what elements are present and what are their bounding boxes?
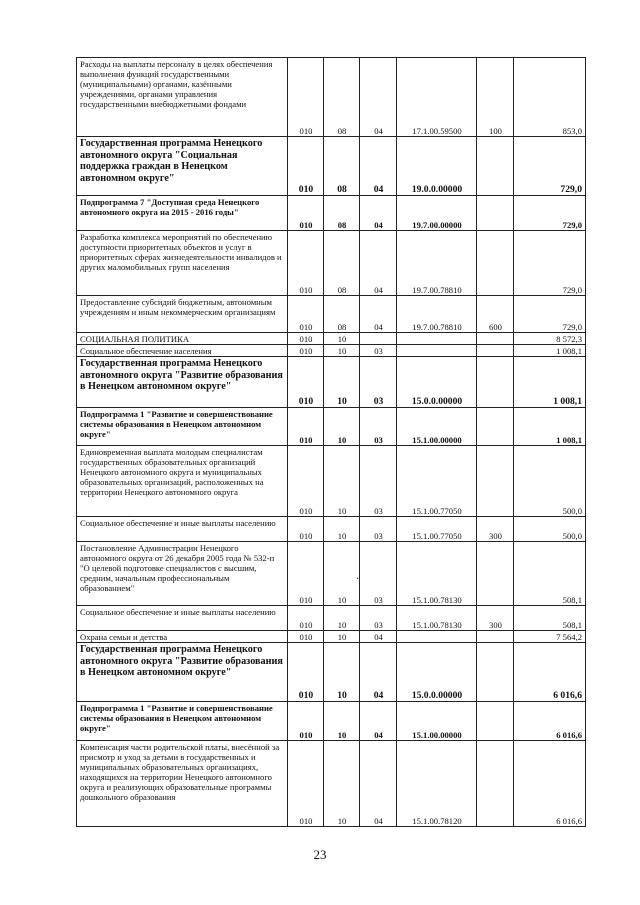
row-ved: 010 — [288, 137, 324, 196]
row-csr — [397, 333, 477, 345]
row-rz: 08 — [324, 196, 360, 231]
row-sum: 500,0 — [514, 446, 586, 517]
row-name: Социальное обеспечение и иные выплаты населению — [77, 606, 288, 631]
row-rz: 08 — [324, 58, 360, 137]
row-vr — [477, 542, 514, 606]
row-pr: 04 — [360, 137, 397, 196]
row-rz: 10 — [324, 345, 360, 357]
row-csr: 15.0.0.00000 — [397, 357, 477, 408]
row-sum: 6 016,6 — [514, 741, 586, 827]
row-name: Постановление Администрации Ненецкого автономного округа от 26 декабря 2005 года № 532-п "О целевой подготовке специалистов с высшим, средним, начальным профессиональным образованием" — [77, 542, 288, 606]
row-ved: 010 — [288, 741, 324, 827]
row-vr — [477, 446, 514, 517]
row-name: Социальное обеспечение и иные выплаты населению — [77, 517, 288, 542]
row-sum: 500,0 — [514, 517, 586, 542]
row-name: СОЦИАЛЬНАЯ ПОЛИТИКА — [77, 333, 288, 345]
row-csr: 15.1.00.77050 — [397, 446, 477, 517]
row-sum: 1 008,1 — [514, 408, 586, 446]
row-rz: 10 — [324, 741, 360, 827]
row-pr: 03 — [360, 446, 397, 517]
row-ved: 010 — [288, 408, 324, 446]
page-number: 23 — [313, 847, 327, 862]
row-ved: 010 — [288, 345, 324, 357]
row-csr — [397, 345, 477, 357]
row-vr — [477, 357, 514, 408]
row-rz: 10 — [324, 408, 360, 446]
row-pr: 03 — [360, 542, 397, 606]
row-csr: 15.1.00.78120 — [397, 741, 477, 827]
row-ved: 010 — [288, 542, 324, 606]
row-ved: 010 — [288, 196, 324, 231]
row-pr: 04 — [360, 296, 397, 333]
row-csr — [397, 631, 477, 643]
row-ved: 010 — [288, 231, 324, 296]
row-csr: 19.7.00.78810 — [397, 231, 477, 296]
row-name: Разработка комплекса мероприятий по обеспечению доступности приоритетных объектов и услуг в приоритетных сферах жизнедеятельности инвалидов и других маломобильных групп населения — [77, 231, 288, 296]
row-rz: 08 — [324, 296, 360, 333]
row-name: Государственная программа Ненецкого автономного округа "Развитие образования в Ненецком автономном округе" — [77, 643, 288, 702]
budget-table — [76, 57, 586, 827]
row-csr: 19.7.00.00000 — [397, 196, 477, 231]
row-sum: 729,0 — [514, 196, 586, 231]
row-ved: 010 — [288, 606, 324, 631]
row-pr: 03 — [360, 345, 397, 357]
row-sum: 508,1 — [514, 606, 586, 631]
row-csr: 15.1.00.00000 — [397, 408, 477, 446]
row-sum: 853,0 — [514, 58, 586, 137]
row-sum: 1 008,1 — [514, 345, 586, 357]
row-ved: 010 — [288, 702, 324, 741]
row-name: Подпрограмма 1 "Развитие и совершенствование системы образования в Ненецком автономном округе" — [77, 408, 288, 446]
row-ved: 010 — [288, 58, 324, 137]
row-vr — [477, 631, 514, 643]
row-csr: 15.1.00.78130 — [397, 606, 477, 631]
row-sum: 6 016,6 — [514, 643, 586, 702]
row-vr — [477, 643, 514, 702]
row-vr: 100 — [477, 58, 514, 137]
row-csr: 15.1.00.78130 — [397, 542, 477, 606]
row-rz: 10 — [324, 542, 360, 606]
row-vr — [477, 408, 514, 446]
row-ved: 010 — [288, 643, 324, 702]
row-vr — [477, 196, 514, 231]
row-name: Компенсация части родительской платы, внесённой за присмотр и уход за детьми в государственных и муниципальных образовательных организациях, находящихся на территории Ненецкого автономного округа и реализующих образовательные программы дошкольного образования — [77, 741, 288, 827]
row-vr: 300 — [477, 517, 514, 542]
row-vr — [477, 231, 514, 296]
scan-speck: · — [356, 574, 360, 585]
row-ved: 010 — [288, 517, 324, 542]
row-name: Охрана семьи и детства — [77, 631, 288, 643]
row-rz: 10 — [324, 333, 360, 345]
row-ved: 010 — [288, 446, 324, 517]
row-ved: 010 — [288, 333, 324, 345]
row-vr — [477, 345, 514, 357]
row-sum: 729,0 — [514, 231, 586, 296]
row-sum: 729,0 — [514, 296, 586, 333]
row-pr: 03 — [360, 517, 397, 542]
row-rz: 08 — [324, 137, 360, 196]
row-rz: 10 — [324, 517, 360, 542]
row-sum: 729,0 — [514, 137, 586, 196]
row-vr — [477, 333, 514, 345]
row-pr: 04 — [360, 631, 397, 643]
row-rz: 08 — [324, 231, 360, 296]
row-pr: 03 — [360, 408, 397, 446]
row-vr — [477, 137, 514, 196]
row-pr: 03 — [360, 357, 397, 408]
row-sum: 7 564,2 — [514, 631, 586, 643]
row-rz: 10 — [324, 643, 360, 702]
row-csr: 15.1.00.00000 — [397, 702, 477, 741]
row-rz: 10 — [324, 446, 360, 517]
row-pr: 04 — [360, 741, 397, 827]
row-vr: 300 — [477, 606, 514, 631]
row-name: Государственная программа Ненецкого автономного округа "Развитие образования в Ненецком автономном округе" — [77, 357, 288, 408]
row-csr: 19.7.00.78810 — [397, 296, 477, 333]
row-pr: 04 — [360, 643, 397, 702]
row-name: Расходы на выплаты персоналу в целях обеспечения выполнения функций государственными (муниципальными) органами, казёнными учреждениями, органами управления государственными внебюджетными фондами — [77, 58, 288, 137]
row-sum: 8 572,3 — [514, 333, 586, 345]
row-rz: 10 — [324, 357, 360, 408]
row-name: Социальное обеспечение населения — [77, 345, 288, 357]
row-rz: 10 — [324, 702, 360, 741]
row-ved: 010 — [288, 631, 324, 643]
row-name: Подпрограмма 1 "Развитие и совершенствование системы образования в Ненецком автономном округе" — [77, 702, 288, 741]
row-pr: 04 — [360, 231, 397, 296]
row-sum: 508,1 — [514, 542, 586, 606]
row-pr: 03 — [360, 606, 397, 631]
row-pr: 04 — [360, 196, 397, 231]
row-sum: 6 016,6 — [514, 702, 586, 741]
row-sum: 1 008,1 — [514, 357, 586, 408]
row-vr: 600 — [477, 296, 514, 333]
row-name: Подпрограмма 7 "Доступная среда Ненецкого автономного округа на 2015 - 2016 годы" — [77, 196, 288, 231]
row-rz: 10 — [324, 606, 360, 631]
row-rz: 10 — [324, 631, 360, 643]
row-ved: 010 — [288, 357, 324, 408]
row-csr: 19.0.0.00000 — [397, 137, 477, 196]
row-csr: 17.1.00.59500 — [397, 58, 477, 137]
row-csr: 15.0.0.00000 — [397, 643, 477, 702]
row-pr — [360, 333, 397, 345]
row-pr: 04 — [360, 58, 397, 137]
row-name: Единовременная выплата молодым специалистам государственных образовательных организаций Ненецкого автономного округа и муниципальных образовательных организаций, расположенных на территории Ненецкого автономного округа — [77, 446, 288, 517]
row-ved: 010 — [288, 296, 324, 333]
row-vr — [477, 741, 514, 827]
row-vr — [477, 702, 514, 741]
row-name: Государственная программа Ненецкого автономного округа "Социальная поддержка граждан в Ненецком автономном округе" — [77, 137, 288, 196]
row-csr: 15.1.00.77050 — [397, 517, 477, 542]
row-pr: 04 — [360, 702, 397, 741]
row-name: Предоставление субсидий бюджетным, автономным учреждениям и иным некоммерческим организациям — [77, 296, 288, 333]
